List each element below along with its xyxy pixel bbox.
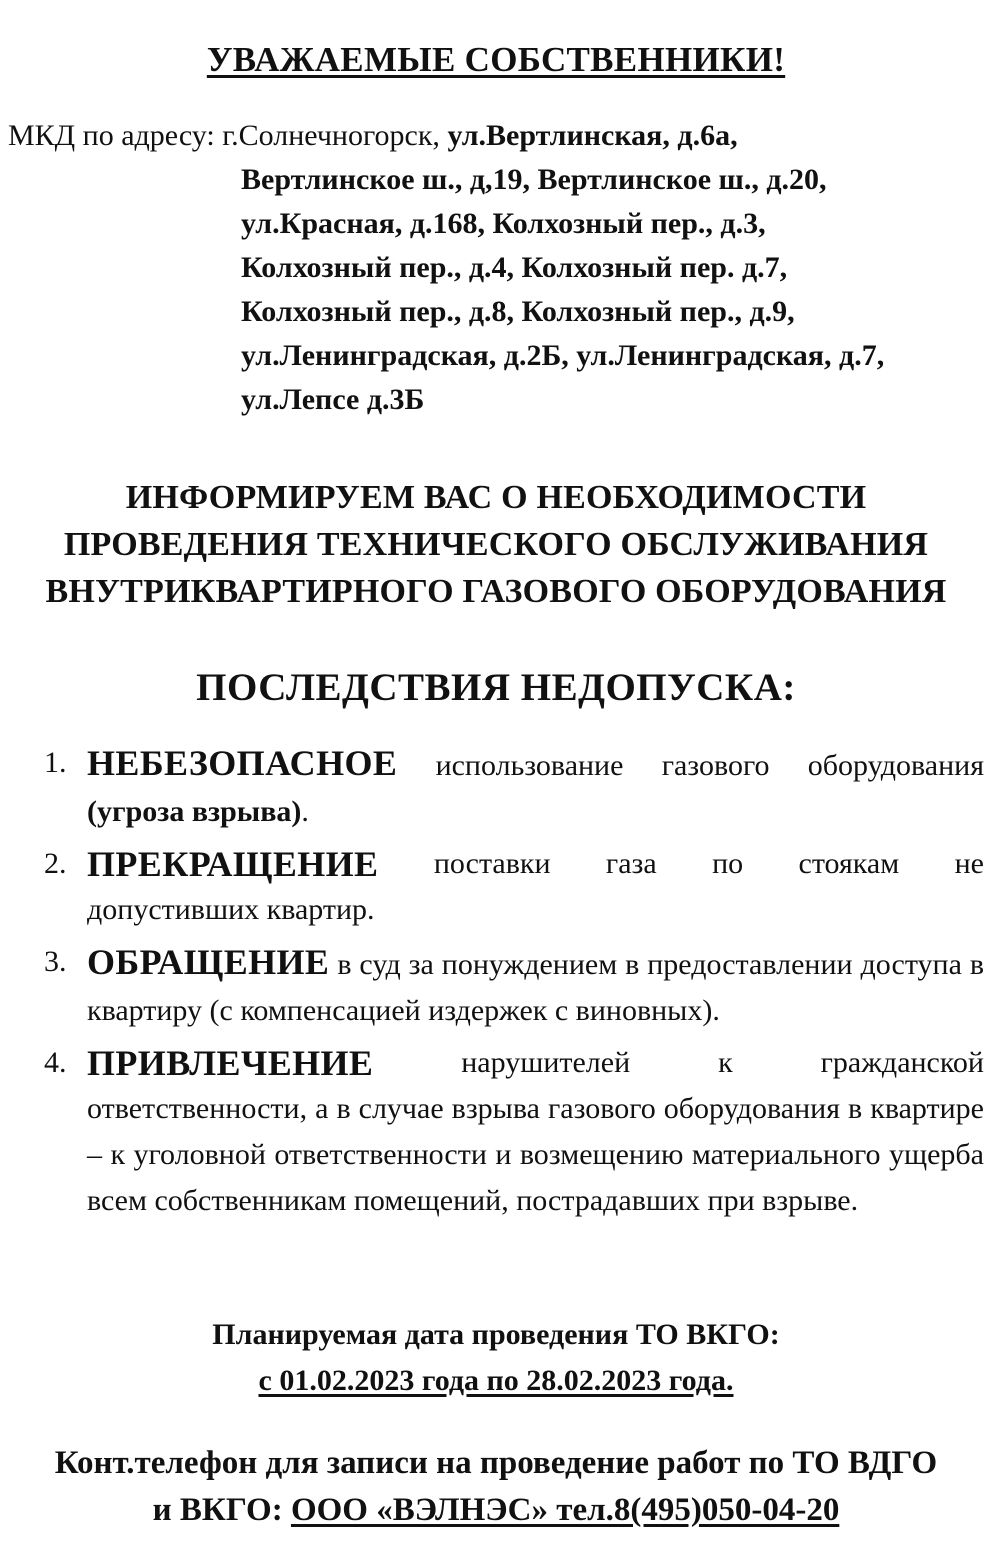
page-title: УВАЖАЕМЫЕ СОБСТВЕННИКИ!	[206, 40, 786, 79]
consequences-list	[44, 740, 984, 1230]
item-word: поставки	[433, 847, 551, 880]
address-line-4: Колхозный пер., д.8, Колхозный пер., д.9,	[241, 295, 795, 328]
address-block	[8, 114, 983, 422]
inform-line: ПРОВЕДЕНИЯ ТЕХНИЧЕСКОГО ОБСЛУЖИВАНИЯ	[63, 526, 929, 563]
item-tail: .	[301, 795, 309, 828]
list-item	[44, 939, 984, 1034]
item-word: гражданской	[820, 1046, 984, 1079]
list-item	[44, 1040, 984, 1224]
inform-line: ИНФОРМИРУЕМ ВАС О НЕОБХОДИМОСТИ	[125, 479, 867, 516]
item-text: допустивших квартир.	[87, 893, 375, 926]
planned-date-block	[0, 1312, 992, 1404]
item-word: нарушителей	[461, 1046, 631, 1079]
item-text: использование газового оборудования	[435, 749, 984, 782]
item-keyword: ПРЕКРАЩЕНИЕ	[87, 844, 379, 884]
item-keyword: ОБРАЩЕНИЕ	[87, 942, 330, 982]
item-keyword: НЕБЕЗОПАСНОЕ	[87, 743, 398, 783]
item-word: к	[718, 1046, 733, 1079]
item-number: 1.	[44, 746, 67, 779]
contact-phone: ООО «ВЭЛНЭС» тел.8(495)050-04-20	[290, 1492, 840, 1528]
list-item	[44, 740, 984, 835]
item-bold-text: (угроза взрыва)	[87, 795, 302, 828]
list-item	[44, 841, 984, 933]
address-line-6: ул.Лепсе д.3Б	[241, 383, 425, 416]
item-word: по	[712, 847, 744, 880]
item-keyword: ПРИВЛЕЧЕНИЕ	[87, 1043, 374, 1083]
item-number: 3.	[44, 945, 67, 978]
inform-line: ВНУТРИКВАРТИРНОГО ГАЗОВОГО ОБОРУДОВАНИЯ	[45, 573, 947, 610]
address-line-3: Колхозный пер., д.4, Колхозный пер. д.7,	[241, 251, 788, 284]
contact-block	[0, 1440, 992, 1534]
address-line-2: ул.Красная, д.168, Колхозный пер., д.3,	[241, 207, 766, 240]
address-lead: МКД по адресу: г.Солнечногорск,	[8, 119, 448, 152]
item-word: газа	[605, 847, 657, 880]
item-number: 4.	[44, 1046, 67, 1079]
planned-label: Планируемая дата проведения ТО ВКГО:	[212, 1318, 780, 1351]
address-line-0: ул.Вертлинская, д.6а,	[447, 119, 738, 152]
consequences-title: ПОСЛЕДСТВИЯ НЕДОПУСКА:	[196, 666, 796, 709]
planned-dates: с 01.02.2023 года по 28.02.2023 года.	[258, 1364, 734, 1397]
item-word: не	[954, 847, 984, 880]
contact-prefix: и ВКГО:	[152, 1492, 291, 1528]
item-text: ответственности, а в случае взрыва газового оборудования в квартире – к уголовной ответственности и возмещению материального ущерба всем собственникам помещений, пострадавших при взрыве.	[87, 1092, 984, 1217]
inform-heading	[0, 474, 992, 615]
address-line-5: ул.Ленинградская, д.2Б, ул.Ленинградская, д.7,	[241, 339, 885, 372]
item-word: стоякам	[798, 847, 900, 880]
contact-line: Конт.телефон для записи на проведение работ по ТО ВДГО	[54, 1445, 938, 1481]
address-line-1: Вертлинское ш., д,19, Вертлинское ш., д.20,	[241, 163, 827, 196]
item-text: в суд за понуждением в предоставлении доступа в квартиру (с компенсацией издержек с виновных).	[87, 948, 985, 1027]
item-number: 2.	[44, 847, 67, 880]
